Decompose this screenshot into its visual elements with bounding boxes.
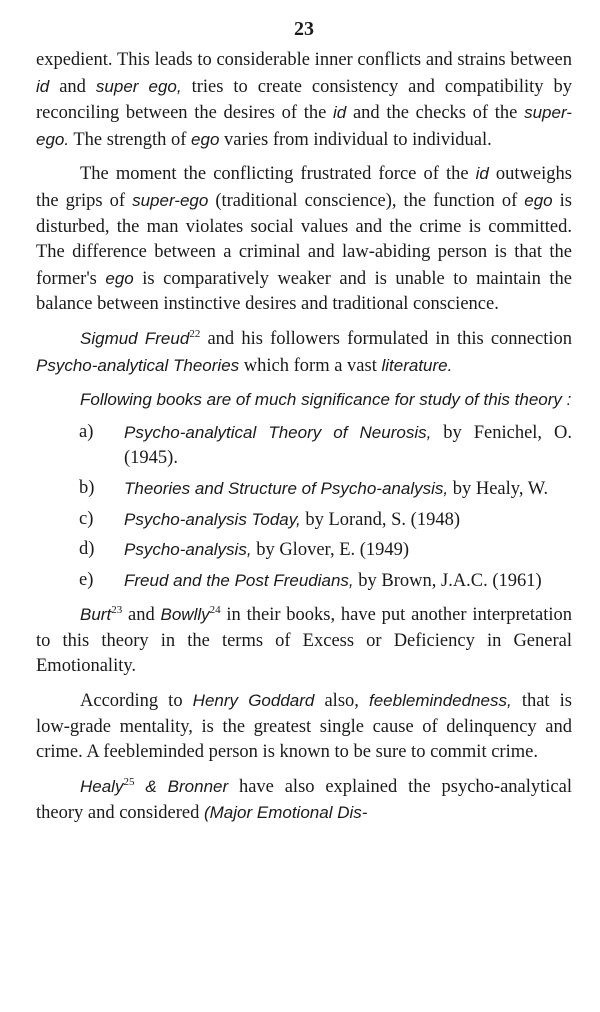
- book-author: by Lorand, S. (1948): [300, 509, 460, 530]
- book-author: by Fenichel, O. (1945).: [124, 422, 572, 469]
- text: and: [122, 605, 161, 626]
- text: Following books are of much significance for study of this theory :: [80, 390, 572, 410]
- text: varies from individual to individual.: [219, 129, 492, 150]
- text: also,: [314, 691, 369, 712]
- paragraph-5: [36, 602, 572, 680]
- name-freud: Sigmud Freud: [80, 328, 190, 348]
- term-id: id: [36, 76, 50, 96]
- name-bronner: & Bronner: [134, 776, 229, 796]
- name-burt: Burt: [80, 605, 112, 625]
- text: which form a vast: [239, 355, 382, 376]
- footnote-ref-23: 23: [111, 604, 123, 617]
- book-author: by Healy, W.: [448, 478, 549, 499]
- list-marker: d): [79, 539, 95, 560]
- paragraph-2: [36, 161, 572, 318]
- text: is disturbed, the man violates social values and the crime is committed. The difference between a criminal and law-abiding person is that the former's: [36, 190, 572, 289]
- book-title: Psycho-analysis,: [124, 540, 252, 560]
- list-item: [36, 568, 572, 595]
- list-marker: e): [79, 569, 94, 590]
- text: and: [49, 76, 96, 97]
- book-title: Psycho-analytical Theory of Neurosis,: [124, 422, 432, 442]
- paragraph-3: [36, 326, 572, 379]
- footnote-ref-25: 25: [123, 775, 135, 788]
- text: have also explained the psycho-analytical theory and considered: [36, 776, 572, 824]
- text: and his followers formulated in this connection: [200, 328, 572, 349]
- term-super-ego: super ego,: [95, 76, 182, 96]
- list-item: [36, 476, 572, 503]
- list-marker: a): [79, 421, 94, 442]
- term-feeblemindedness: feeblemindedness,: [369, 691, 512, 711]
- text: tries to create consistency and compatibility by reconciling between the desires of the: [36, 76, 572, 124]
- book-title: Freud and the Post Freudians,: [124, 570, 354, 590]
- name-goddard: Henry Goddard: [192, 691, 315, 711]
- paragraph-6: [36, 688, 572, 766]
- term-major-emotional: (Major Emotional Dis-: [203, 803, 368, 823]
- term-literature: literature.: [381, 355, 453, 375]
- document-page: [36, 14, 572, 827]
- term-ego: ego: [524, 190, 553, 210]
- list-item: [36, 537, 572, 564]
- footnote-ref-22: 22: [189, 327, 201, 340]
- text: expedient. This leads to considerable inner conflicts and strains between: [36, 50, 572, 70]
- list-marker: b): [79, 477, 95, 498]
- text: The strength of: [69, 129, 192, 150]
- term-super-ego: super-ego.: [36, 103, 572, 149]
- name-bowlly: Bowlly: [160, 605, 210, 625]
- list-marker: c): [79, 508, 94, 529]
- text: is comparatively weaker and is unable to maintain the balance between instinctive desires and traditional conscience.: [36, 268, 572, 315]
- book-author: by Brown, J.A.C. (1961): [353, 570, 542, 591]
- book-title: Psycho-analysis Today,: [124, 509, 301, 529]
- paragraph-1: [36, 48, 572, 153]
- term-super-ego: super-ego: [132, 190, 209, 210]
- page-number: 23: [294, 18, 314, 40]
- term-ego: ego: [105, 268, 134, 288]
- paragraph-7: [36, 774, 572, 827]
- paragraph-4: [36, 387, 572, 414]
- text: and the checks of the: [346, 103, 525, 124]
- book-title: Theories and Structure of Psycho-analysis,: [124, 478, 449, 498]
- text: The moment the conflicting frustrated force of the: [80, 164, 476, 185]
- text: According to: [80, 691, 193, 712]
- text: outweighs the grips of: [36, 164, 572, 211]
- name-healy: Healy: [80, 776, 124, 796]
- text: (traditional conscience), the function of: [208, 190, 525, 211]
- term-id: id: [475, 164, 489, 184]
- term-psycho-analytical-theories: Psycho-analytical Theories: [36, 355, 240, 375]
- list-item: [36, 420, 572, 472]
- text: in their books, have put another interpretation to this theory in the terms of Excess or Deficiency in General Emotionality.: [36, 605, 572, 677]
- list-item: [36, 507, 572, 534]
- book-author: by Glover, E. (1949): [251, 540, 410, 561]
- book-list: [36, 420, 572, 595]
- text: that is low-grade mentality, is the greatest single cause of delinquency and crime. A feebleminded person is known to be sure to commit crime.: [36, 691, 572, 763]
- term-ego: ego: [191, 129, 220, 149]
- footnote-ref-24: 24: [209, 604, 221, 617]
- term-id: id: [333, 103, 347, 123]
